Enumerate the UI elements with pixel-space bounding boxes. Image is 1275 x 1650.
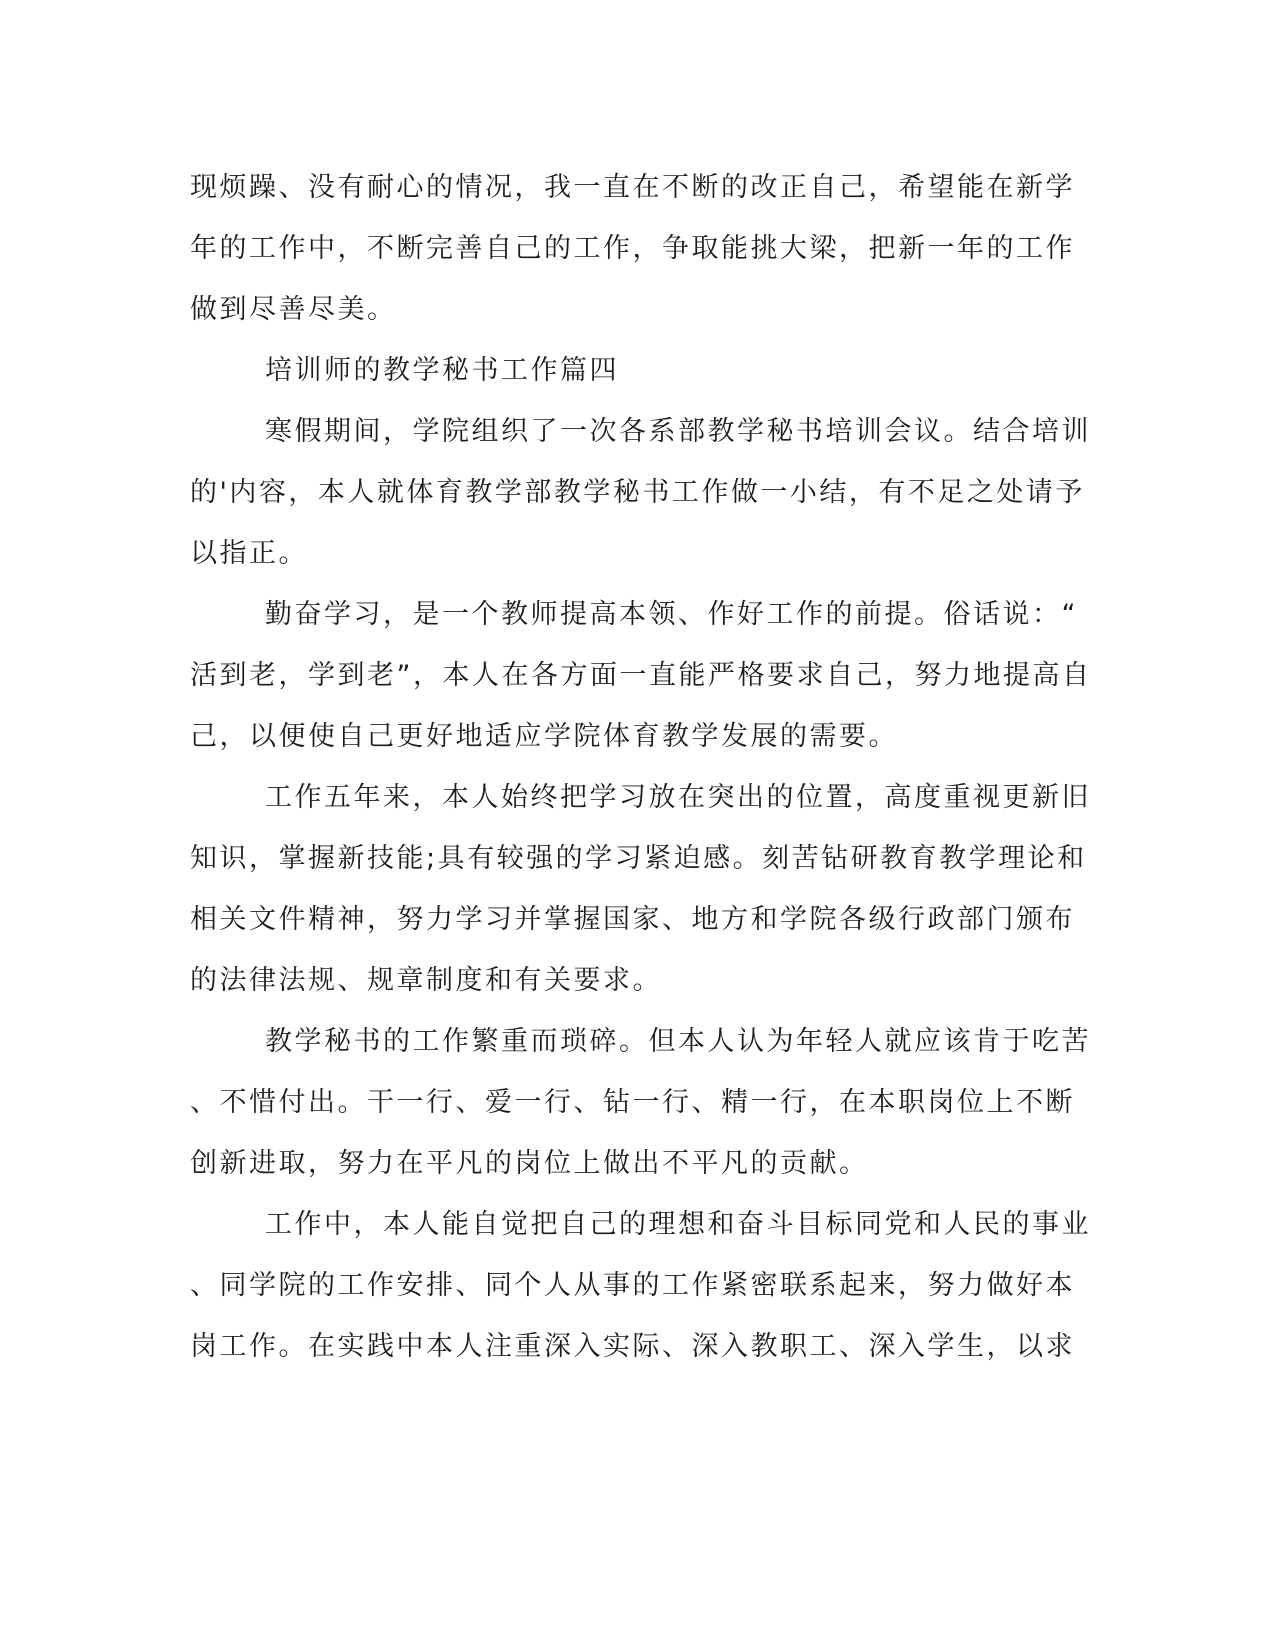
text-line: 做到尽善尽美。 <box>190 294 397 325</box>
text-line: 知识，掌握新技能;具有较强的学习紧迫感。刻苦钻研教育教学理论和 <box>190 843 1087 874</box>
text-line: 活到老，学到老”，本人在各方面一直能严格要求自己，努力地提高自 <box>190 660 1092 691</box>
text-line: 的法律法规、规章制度和有关要求。 <box>190 965 662 996</box>
text-line: 创新进取，努力在平凡的岗位上做出不平凡的贡献。 <box>190 1148 869 1179</box>
text-line: 相关文件精神，努力学习并掌握国家、地方和学院各级行政部门颁布 <box>190 904 1075 935</box>
text-line: 的'内容，本人就体育教学部教学秘书工作做一小结，有不足之处请予 <box>190 477 1085 508</box>
text-line: 工作五年来，本人始终把学习放在突出的位置，高度重视更新旧 <box>265 782 1091 813</box>
text-line: 岗工作。在实践中本人注重深入实际、深入教职工、深入学生，以求 <box>190 1331 1075 1362</box>
text-line: 寒假期间，学院组织了一次各系部教学秘书培训会议。结合培训 <box>265 416 1091 447</box>
text-line: 现烦躁、没有耐心的情况，我一直在不断的改正自己，希望能在新学 <box>190 172 1075 203</box>
text-line: 年的工作中，不断完善自己的工作，争取能挑大梁，把新一年的工作 <box>190 233 1075 264</box>
text-line: 以指正。 <box>190 538 308 569</box>
text-line: 工作中，本人能自觉把自己的理想和奋斗目标同党和人民的事业 <box>265 1209 1091 1240</box>
text-line: 己，以便使自己更好地适应学院体育教学发展的需要。 <box>190 721 898 752</box>
document-body <box>190 157 1090 1377</box>
text-line: 、不惜付出。干一行、爱一行、钻一行、精一行，在本职岗位上不断 <box>190 1087 1075 1118</box>
section-heading: 培训师的教学秘书工作篇四 <box>265 355 619 386</box>
text-line: 教学秘书的工作繁重而琐碎。但本人认为年轻人就应该肯于吃苦 <box>265 1026 1091 1057</box>
text-line: 、同学院的工作安排、同个人从事的工作紧密联系起来，努力做好本 <box>190 1270 1075 1301</box>
text-line: 勤奋学习，是一个教师提高本领、作好工作的前提。俗话说：“ <box>265 599 1078 630</box>
